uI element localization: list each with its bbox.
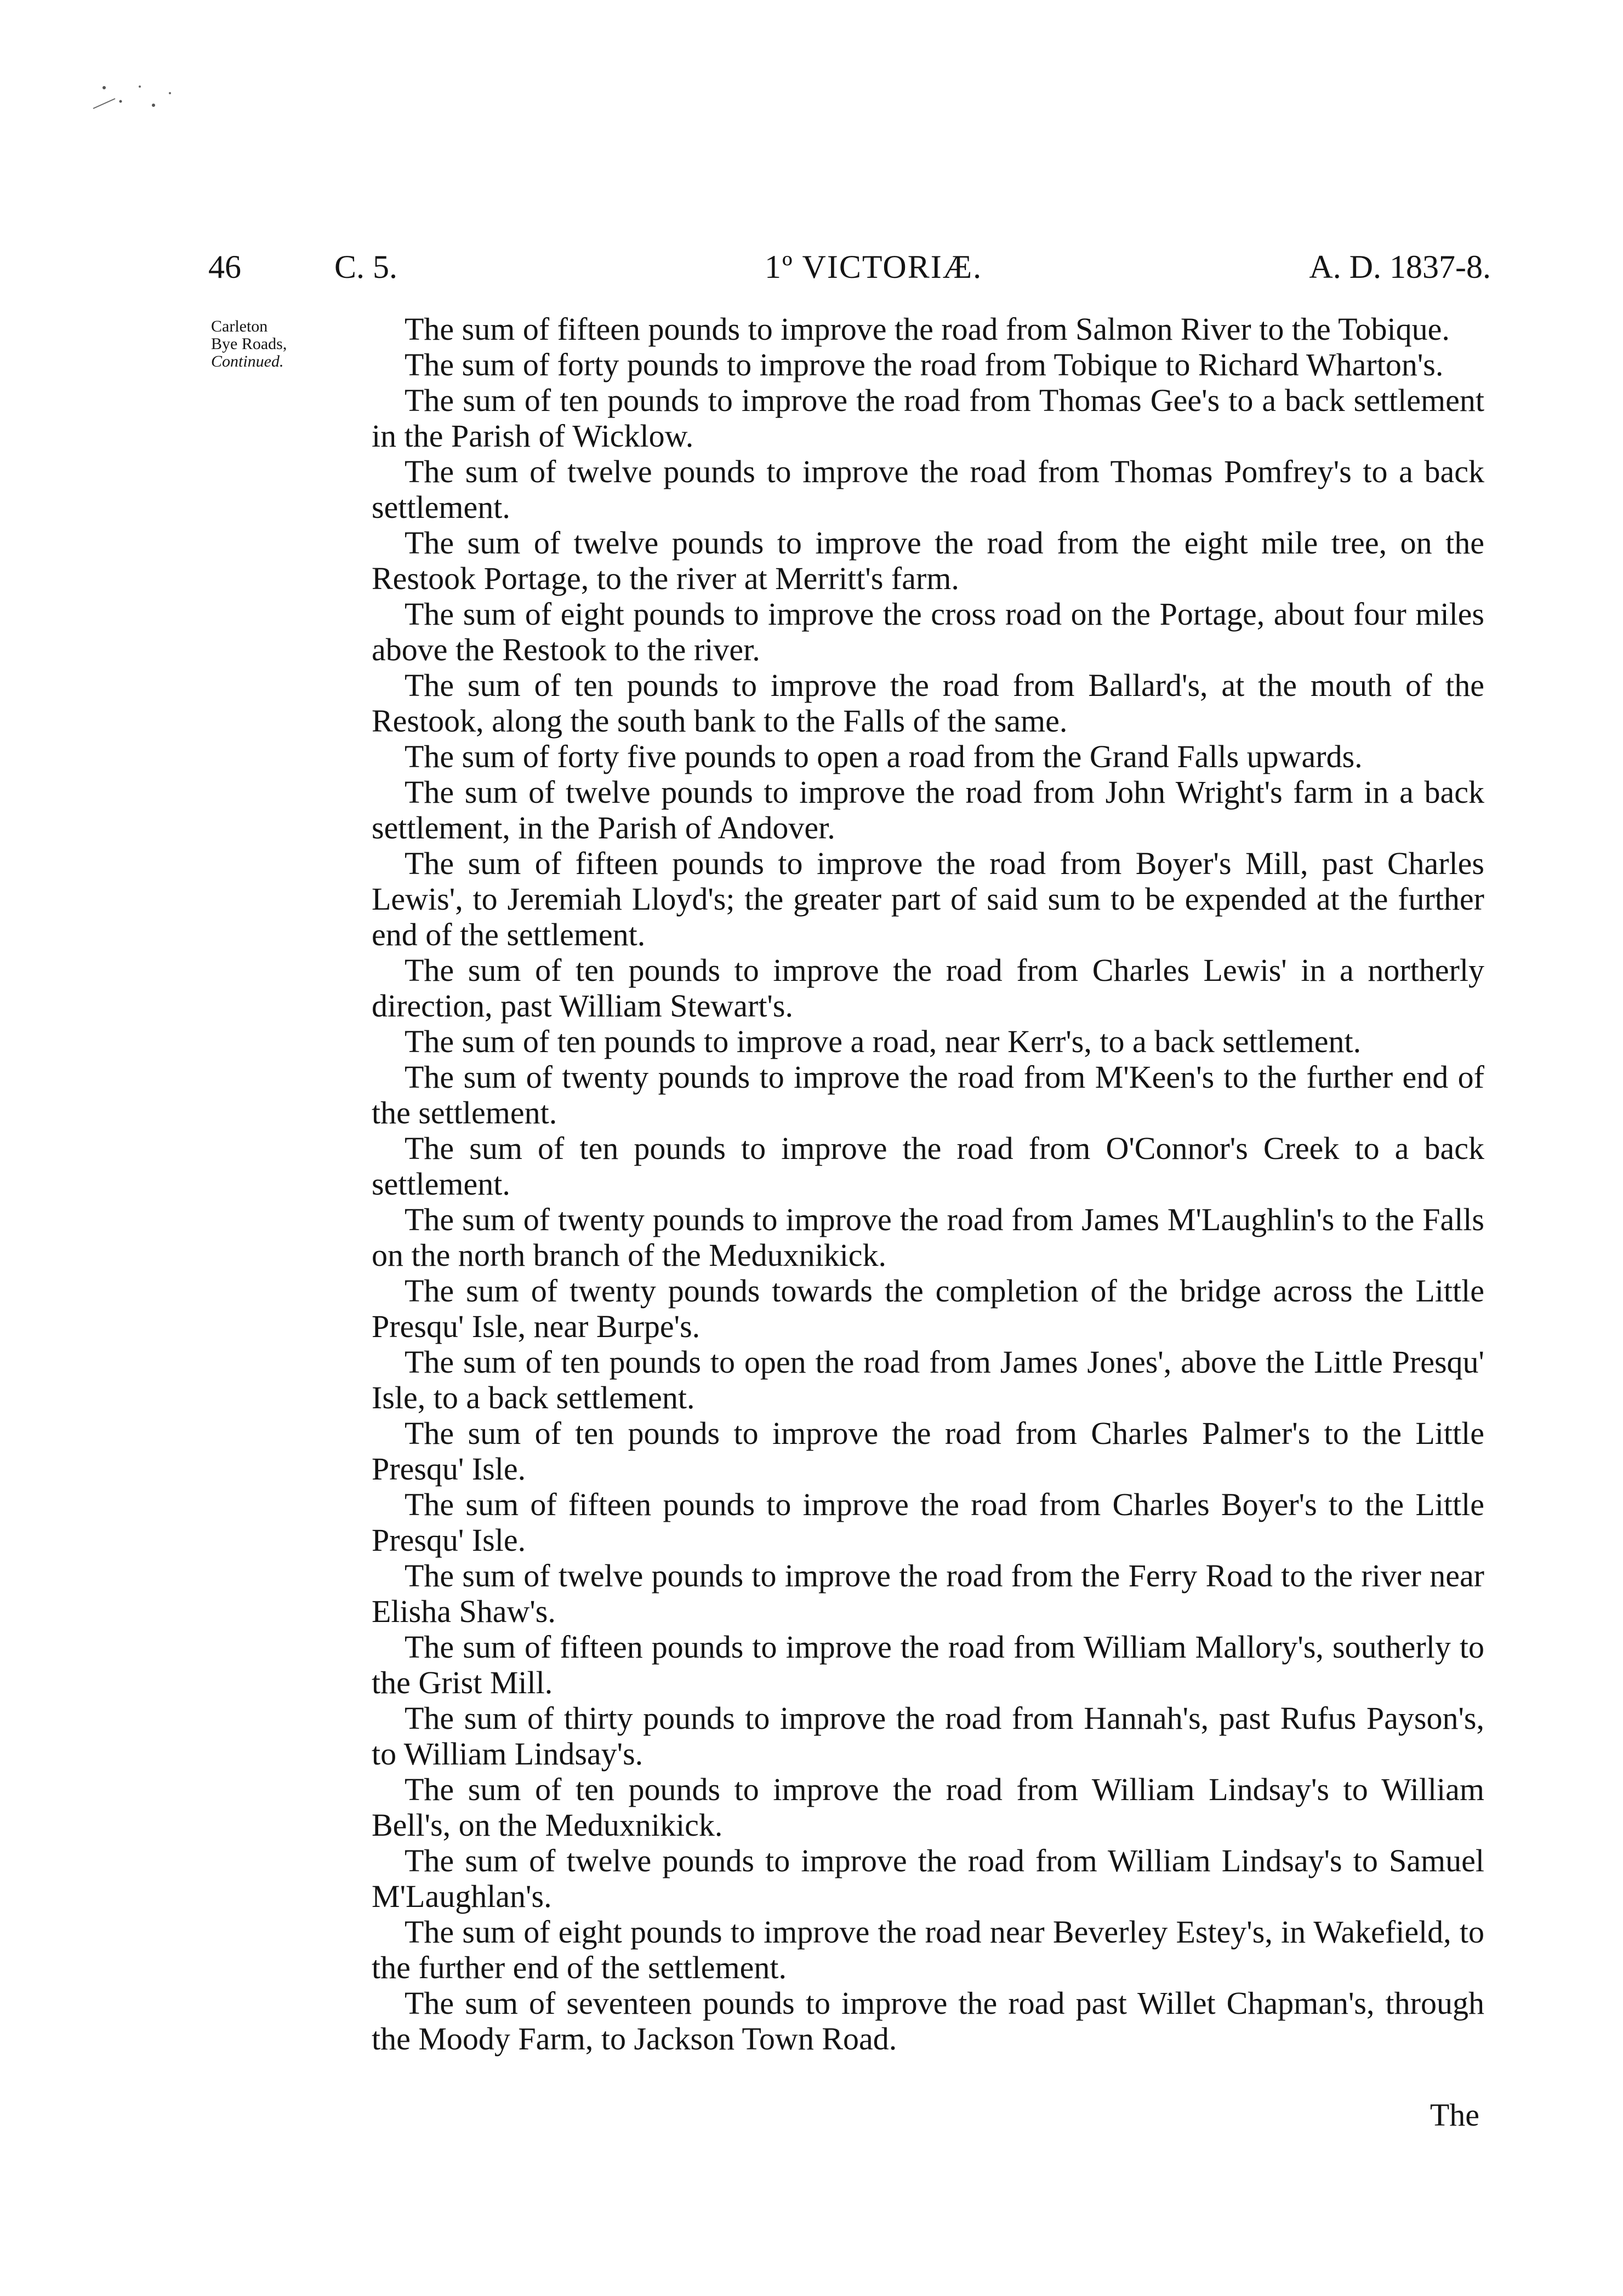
appropriation-paragraph: The sum of twelve pounds to improve the road from John Wright's farm in a back settlement, in the Parish of Andover. xyxy=(372,774,1484,846)
marginal-note xyxy=(211,318,354,370)
appropriation-paragraph: The sum of ten pounds to improve the road from Charles Lewis' in a northerly direction, past William Stewart's. xyxy=(372,952,1484,1024)
appropriation-paragraph: The sum of thirty pounds to improve the road from Hannah's, past Rufus Payson's, to William Lindsay's. xyxy=(372,1700,1484,1772)
appropriation-paragraph: The sum of twenty pounds towards the completion of the bridge across the Little Presqu' Isle, near Burpe's. xyxy=(372,1273,1484,1344)
appropriation-paragraph: The sum of twelve pounds to improve the road from the Ferry Road to the river near Elisha Shaw's. xyxy=(372,1558,1484,1629)
catchword: The xyxy=(1430,2097,1479,2133)
appropriation-paragraph: The sum of twelve pounds to improve the road from William Lindsay's to Samuel M'Laughlan's. xyxy=(372,1843,1484,1914)
running-header xyxy=(208,242,1491,292)
appropriation-paragraph: The sum of twelve pounds to improve the road from Thomas Pomfrey's to a back settlement. xyxy=(372,454,1484,525)
appropriation-paragraph: The sum of ten pounds to improve the road from Thomas Gee's to a back settlement in the Parish of Wicklow. xyxy=(372,382,1484,454)
appropriation-paragraph: The sum of ten pounds to improve a road, near Kerr's, to a back settlement. xyxy=(405,1024,1362,1059)
appropriation-paragraph: The sum of twenty pounds to improve the road from James M'Laughlin's to the Falls on the north branch of the Meduxnikick. xyxy=(372,1202,1484,1273)
appropriation-paragraph: The sum of eight pounds to improve the cross road on the Portage, about four miles above the Restook to the river. xyxy=(372,596,1484,667)
regnal-year: 1º VICTORIÆ. xyxy=(765,249,983,285)
appropriation-paragraph: The sum of forty five pounds to open a road from the Grand Falls upwards. xyxy=(405,739,1363,774)
appropriation-paragraph: The sum of ten pounds to open the road from James Jones', above the Little Presqu' Isle, to a back settlement. xyxy=(372,1344,1484,1415)
appropriation-paragraph: The sum of forty pounds to improve the road from Tobique to Richard Wharton's. xyxy=(405,347,1444,382)
appropriation-paragraph: The sum of twenty pounds to improve the road from M'Keen's to the further end of the settlement. xyxy=(372,1059,1484,1130)
appropriation-paragraph: The sum of fifteen pounds to improve the road from William Mallory's, southerly to the Grist Mill. xyxy=(372,1629,1484,1700)
appropriation-paragraph: The sum of ten pounds to improve the road from Charles Palmer's to the Little Presqu' Isle. xyxy=(372,1415,1484,1487)
appropriation-paragraph: The sum of eight pounds to improve the road near Beverley Estey's, in Wakefield, to the further end of the settlement. xyxy=(372,1914,1484,1985)
appropriation-paragraph: The sum of ten pounds to improve the road from O'Connor's Creek to a back settlement. xyxy=(372,1130,1484,1202)
appropriation-paragraph: The sum of fifteen pounds to improve the road from Boyer's Mill, past Charles Lewis', to Jeremiah Lloyd's; the greater part of said sum to be expended at the further end of the settlement. xyxy=(372,846,1484,952)
appropriation-paragraph: The sum of twelve pounds to improve the road from the eight mile tree, on the Restook Portage, to the river at Merritt's farm. xyxy=(372,525,1484,596)
calendar-year: A. D. 1837-8. xyxy=(1309,249,1491,285)
page-number: 46 xyxy=(208,249,241,285)
body-text xyxy=(372,311,1484,2057)
appropriation-paragraph: The sum of ten pounds to improve the road from William Lindsay's to William Bell's, on the Meduxnikick. xyxy=(372,1772,1484,1843)
margin-note-line: Continued. xyxy=(211,352,284,370)
chapter-number: C. 5. xyxy=(334,249,398,285)
appropriation-paragraph: The sum of seventeen pounds to improve the road past Willet Chapman's, through the Moody Farm, to Jackson Town Road. xyxy=(372,1985,1484,2057)
appropriation-paragraph: The sum of ten pounds to improve the road from Ballard's, at the mouth of the Restook, along the south bank to the Falls of the same. xyxy=(372,667,1484,739)
appropriation-paragraph: The sum of fifteen pounds to improve the road from Salmon River to the Tobique. xyxy=(405,311,1450,347)
margin-note-line: Bye Roads, xyxy=(211,335,287,353)
appropriation-paragraph: The sum of fifteen pounds to improve the road from Charles Boyer's to the Little Presqu' Isle. xyxy=(372,1487,1484,1558)
scan-specks xyxy=(82,71,192,115)
margin-note-line: Carleton xyxy=(211,317,268,335)
